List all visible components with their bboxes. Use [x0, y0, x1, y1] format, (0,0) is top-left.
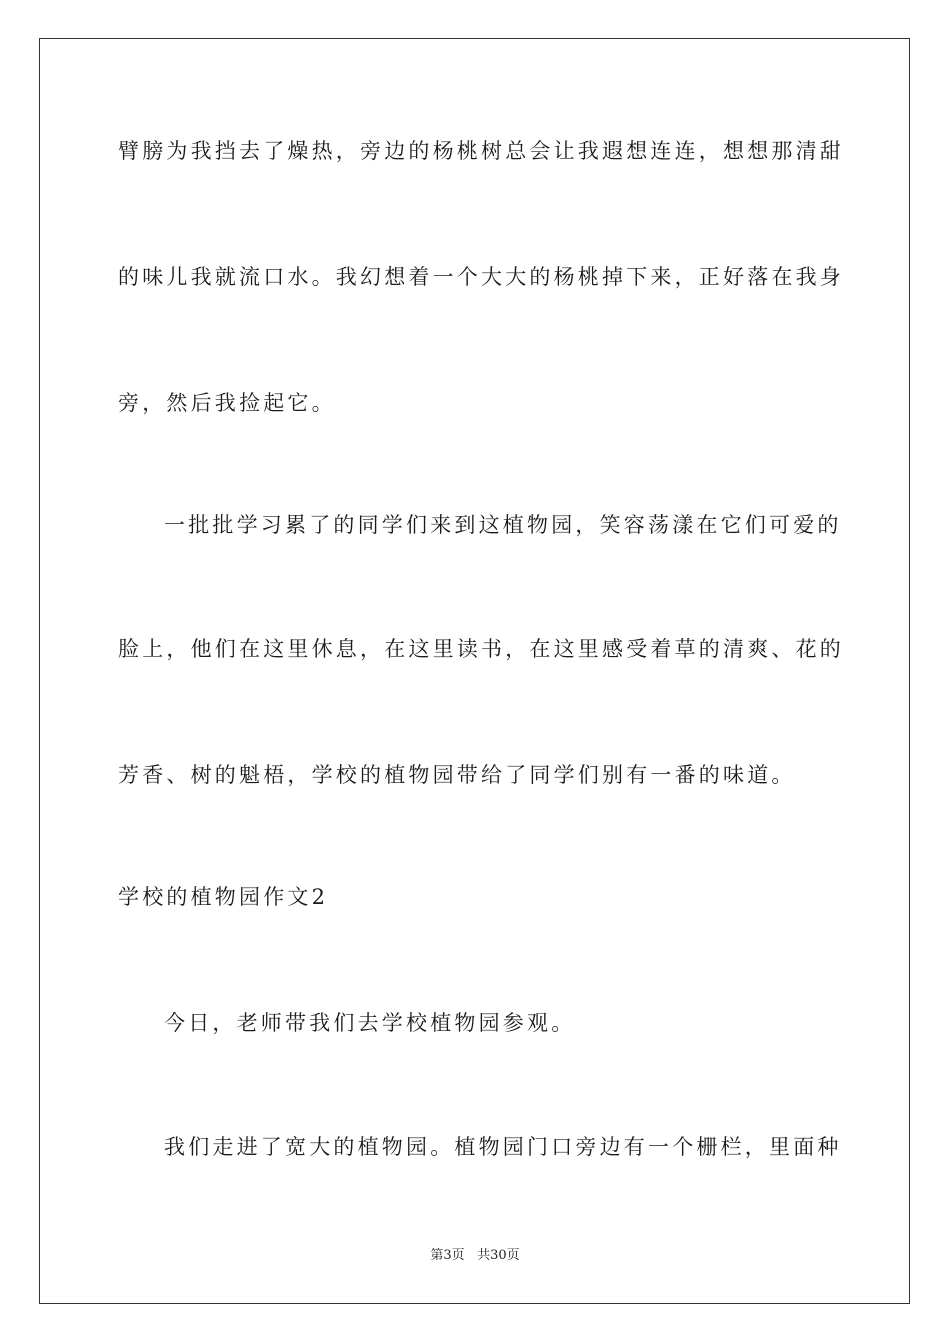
- page-total: 共30页: [477, 1248, 520, 1263]
- paragraph-line: 今日，老师带我们去学校植物园参观。: [164, 1011, 576, 1035]
- page-frame: [39, 38, 910, 1304]
- paragraph-line: 我们走进了宽大的植物园。植物园门口旁边有一个栅栏，里面种: [164, 1135, 842, 1159]
- paragraph-line: 一批批学习累了的同学们来到这植物园，笑容荡漾在它们可爱的: [164, 513, 842, 537]
- paragraph-line: 的味儿我就流口水。我幻想着一个大大的杨桃掉下来，正好落在我身: [118, 265, 844, 289]
- page-footer: [0, 1248, 950, 1264]
- paragraph-line: 脸上，他们在这里休息，在这里读书，在这里感受着草的清爽、花的: [118, 637, 844, 661]
- paragraph-line: 旁，然后我捡起它。: [118, 391, 336, 415]
- paragraph-line: 芳香、树的魁梧，学校的植物园带给了同学们别有一番的味道。: [118, 763, 796, 787]
- section-heading: 学校的植物园作文2: [118, 885, 329, 909]
- paragraph-line: 臂膀为我挡去了燥热，旁边的杨桃树总会让我遐想连连，想想那清甜: [118, 139, 844, 163]
- page-number: 第3页: [430, 1248, 465, 1263]
